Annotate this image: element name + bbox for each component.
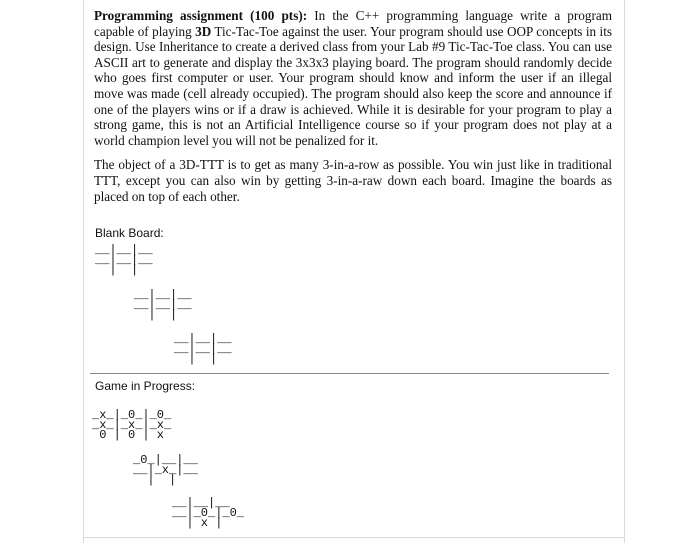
- progress-board-level-3: __|__|__ __|_0_|_0_ | x |: [172, 496, 245, 530]
- game-in-progress-label: Game in Progress:: [95, 379, 196, 393]
- blank-board-level-2: __|__|__ __|__|__ | |: [134, 288, 192, 322]
- blank-board-level-1: __|__|__ __|__|__ | |: [95, 243, 153, 277]
- page-frame-left: [83, 0, 84, 543]
- assignment-paragraph: [94, 8, 612, 148]
- section-divider: [90, 373, 609, 374]
- progress-board-level-1: _x_|_0_|_0_ _x_|_x_|_x_ 0 | 0 | x: [92, 408, 172, 442]
- blank-board-label: Blank Board:: [95, 226, 164, 240]
- assignment-intro-start: In the C++ programming language write a program capable of playing: [94, 8, 612, 39]
- page-frame-bottom: [83, 537, 624, 538]
- dimension-highlight: 3D: [195, 23, 212, 39]
- blank-board-level-3: __|__|__ __|__|__ | |: [174, 332, 232, 366]
- assignment-title: Programming assignment (100 pts):: [94, 8, 308, 23]
- progress-board-level-2: _0_|__|__ __|_x_|__ | |: [133, 453, 198, 487]
- assignment-text: [94, 8, 612, 204]
- assignment-intro-rest: Tic-Tac-Toe against the user. Your program should use OOP concepts in its design. Use Inheritance to create a derived class from your Lab #9 Tic-Tac-Toe class. You can use ASCII art to generate and display the 3x3x3 playing board. The program should randomly decide who goes first computer or user. Your program should know and inform the user if an illegal move was made (cell already occupied). The program should also keep the score and announce if one of the players wins or if a draw is achieved. While it is desirable for your program to play a strong game, this is not an Artificial Intelligence course so if your program does not play at a world champion level you will not be penalized for it.: [94, 23, 612, 148]
- page-frame-right: [624, 0, 625, 543]
- objective-paragraph: The object of a 3D-TTT is to get as many 3-in-a-row as possible. You win just like in traditional TTT, except you can also win by getting 3-in-a-raw down each board. Imagine the boards as placed on top of each other.: [94, 157, 612, 204]
